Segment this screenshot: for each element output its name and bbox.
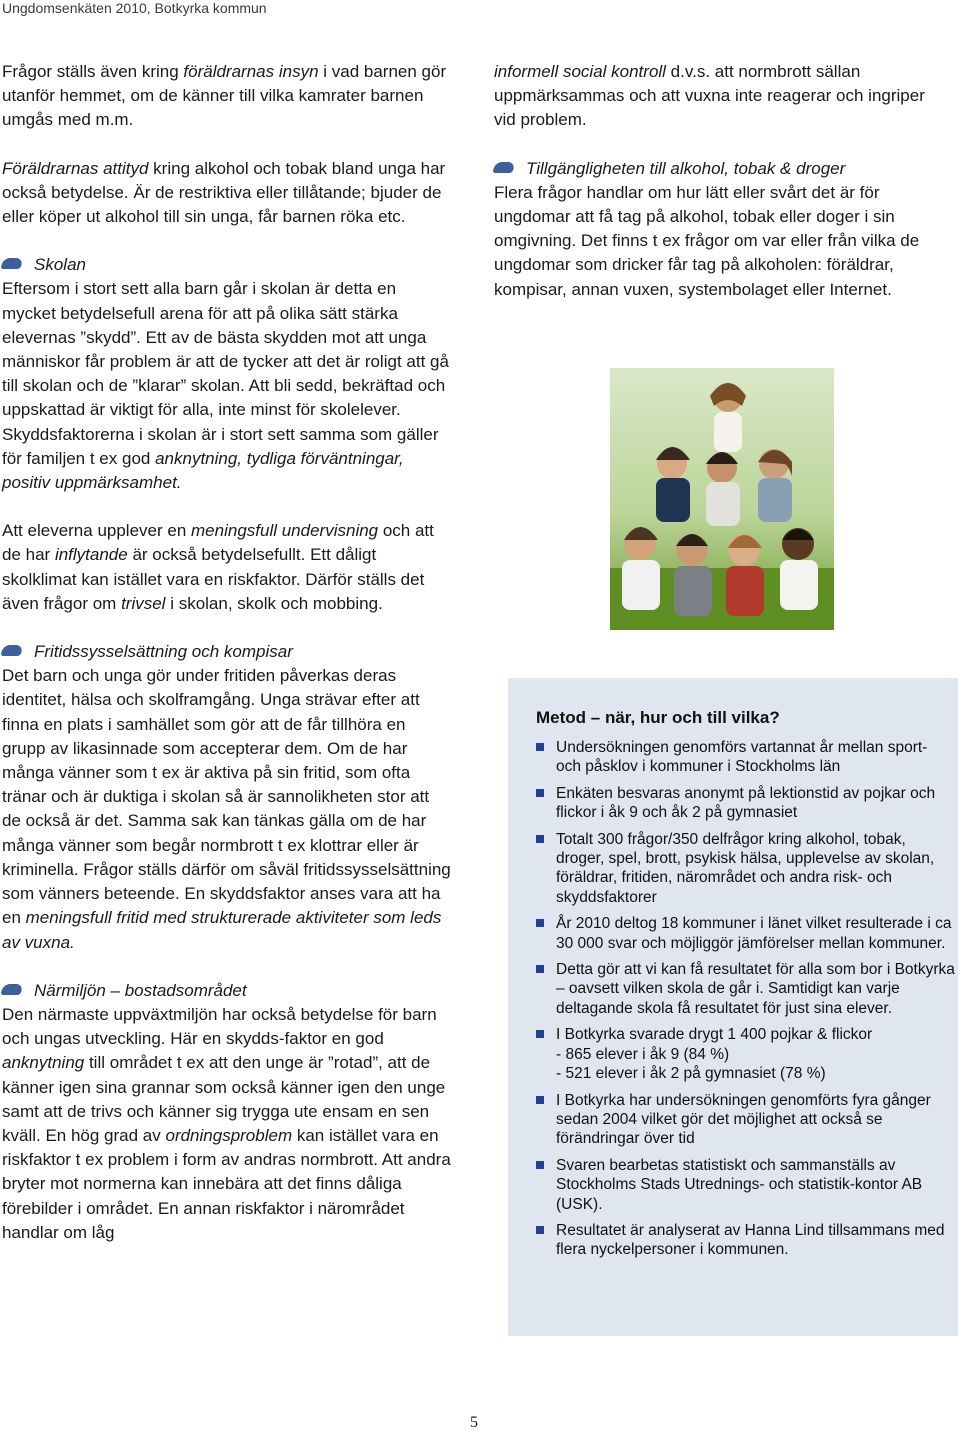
- method-list-item: Resultatet är analyserat av Hanna Lind tillsammans med flera nyckelpersoner i kommunen.: [536, 1221, 956, 1260]
- section-bullet-icon: [0, 645, 24, 656]
- section-bullet-icon: [0, 984, 24, 995]
- method-list-item: Detta gör att vi kan få resultatet för alla som bor i Botkyrka – oavsett vilken skola de går i. Samtidigt kan varje deltagande skola få resultatet för just sina elever.: [536, 960, 956, 1018]
- section-skolan: Skolan Eftersom i stort sett alla barn går i skolan är detta en mycket betydelsefull arena för att på olika sätt stärka elevernas ”skydd”. Ett av de bästa skydden mot att unga människor får problem är att de tycker att det är roligt att gå till skolan och de ”klarar” skolan. Att bli sedd, bekräftad och uppskattad är viktigt för alla, inte minst för skolelever. Skyddsfaktorerna i skolan är i stort sett samma som gäller för familjen t ex god anknytning, tydliga förväntningar, positiv uppmärksamhet.: [2, 253, 452, 495]
- heading-fritid: Fritidssysselsättning och kompisar: [2, 640, 452, 664]
- method-list-item: I Botkyrka har undersökningen genomförts fyra gånger sedan 2004 vilket gör det möjlighet att också se förändringar över tid: [536, 1091, 956, 1149]
- paragraph-parental-attitude: Föräldrarnas attityd kring alkohol och tobak bland unga har också betydelse. Är de restriktiva eller tillåtande; bjuder de eller köper ut alkohol till sin unga, får barnen röka etc.: [2, 158, 446, 227]
- method-list-item: Svaren bearbetas statistiskt och sammanställs av Stockholms Stads Utrednings- och statistik-kontor AB (USK).: [536, 1156, 956, 1214]
- method-box-title: Metod – när, hur och till vilka?: [536, 708, 780, 727]
- section-tillganglighet: Tillgängligheten till alkohol, tobak & droger Flera frågor handlar om hur lätt eller svårt det är för ungdomar att få tag på alkohol, tobak eller doger i sin omgivning. Det finns t ex frågor om var eller från vilka de ungdomar som dricker får tag på alkoholen: föräldrar, kompisar, annan vuxen, systembolaget eller Internet.: [494, 157, 934, 302]
- photo-illustration: [610, 368, 834, 630]
- paragraph-parental-insight: Frågor ställs även kring föräldrarnas insyn i vad barnen gör utanför hemmet, om de känner till vilka kamrater barnen umgås med m.m.: [2, 62, 447, 130]
- square-bullet-icon: [536, 1030, 544, 1038]
- section-fritid: Fritidssysselsättning och kompisar Det barn och unga gör under fritiden påverkas deras identitet, hälsa och skolframgång. Unga strävar efter att finna en plats i samhället som gör att de får tillhöra en grupp av likasinnade som accepterar dem. Om de har många vänner som t ex är aktiva på sin fritid, som ofta tränar och är duktiga i skolan så är sannolikheten stor att de också är det. Samma sak kan tänkas gälla om de har många vänner som begår normbrott t ex klottrar eller är kriminella. Frågor ställs därför om såväl fritidssysselsättning som vänners beteende. En skyddsfaktor anses vara att ha en meningsfull fritid med strukturerade aktiviteter som leds av vuxna.: [2, 642, 451, 952]
- heading-skolan: Skolan: [2, 253, 452, 277]
- section-bullet-icon: [0, 258, 24, 269]
- method-list-item: Enkäten besvaras anonymt på lektionstid av pojkar och flickor i åk 9 och åk 2 på gymnasiet: [536, 784, 956, 823]
- method-list-item: I Botkyrka svarade drygt 1 400 pojkar & flickor - 865 elever i åk 9 (84 %) - 521 elever i åk 2 på gymnasiet (78 %): [536, 1025, 956, 1083]
- square-bullet-icon: [536, 1096, 544, 1104]
- square-bullet-icon: [536, 789, 544, 797]
- square-bullet-icon: [536, 743, 544, 751]
- method-box: [508, 678, 958, 1336]
- paragraph-social-control: informell social kontroll d.v.s. att normbrott sällan uppmärksammas och att vuxna inte reagerar och ingriper vid problem.: [494, 62, 925, 130]
- youth-group-photo: [610, 368, 834, 630]
- method-list-item: Undersökningen genomförs vartannat år mellan sport- och påsklov i kommuner i Stockholms län: [536, 738, 956, 777]
- heading-tillganglighet: Tillgängligheten till alkohol, tobak & droger: [494, 157, 934, 181]
- method-list: [536, 738, 956, 1267]
- square-bullet-icon: [536, 1161, 544, 1169]
- square-bullet-icon: [536, 1226, 544, 1234]
- square-bullet-icon: [536, 965, 544, 973]
- heading-narmiljo: Närmiljön – bostadsområdet: [2, 979, 452, 1003]
- page-header: [0, 0, 960, 22]
- page-number: 5: [470, 1414, 478, 1431]
- section-bullet-icon: [492, 162, 516, 173]
- square-bullet-icon: [536, 919, 544, 927]
- paragraph-teaching: Att eleverna upplever en meningsfull undervisning och att de har inflytande är också betydelsefullt. Ett dåligt skolklimat kan istället vara en riskfaktor. Därför ställs det även frågor om trivsel i skolan, skolk och mobbing.: [2, 521, 434, 613]
- header-title: Ungdomsenkäten 2010, Botkyrka kommun: [2, 0, 267, 16]
- method-list-item: År 2010 deltog 18 kommuner i länet vilket resulterade i ca 30 000 svar och möjliggör jämförelser mellan kommuner.: [536, 914, 956, 953]
- square-bullet-icon: [536, 835, 544, 843]
- right-column: [494, 60, 934, 302]
- left-column: [2, 60, 452, 1245]
- section-narmiljo: Närmiljön – bostadsområdet Den närmaste uppväxtmiljön har också betydelse för barn och ungas utveckling. Här en skydds-faktor en god anknytning till området t ex att den unge är ”rotad”, att de känner igen sina grannar som också känner igen den unge samt att de trivs och känner sig trygga ute ensam en sen kväll. En hög grad av ordningsproblem kan istället vara en riskfaktor t ex problem i form av andras normbrott. Att andra bryter mot normerna kan innebära att det finns dåliga förebilder i området. En annan riskfaktor i närområdet handlar om låg: [2, 980, 451, 1242]
- method-list-item: Totalt 300 frågor/350 delfrågor kring alkohol, tobak, droger, spel, brott, psykisk hälsa, upplevelse av skolan, föräldrar, fritiden, närområdet och andra risk- och skyddsfaktorer: [536, 830, 956, 908]
